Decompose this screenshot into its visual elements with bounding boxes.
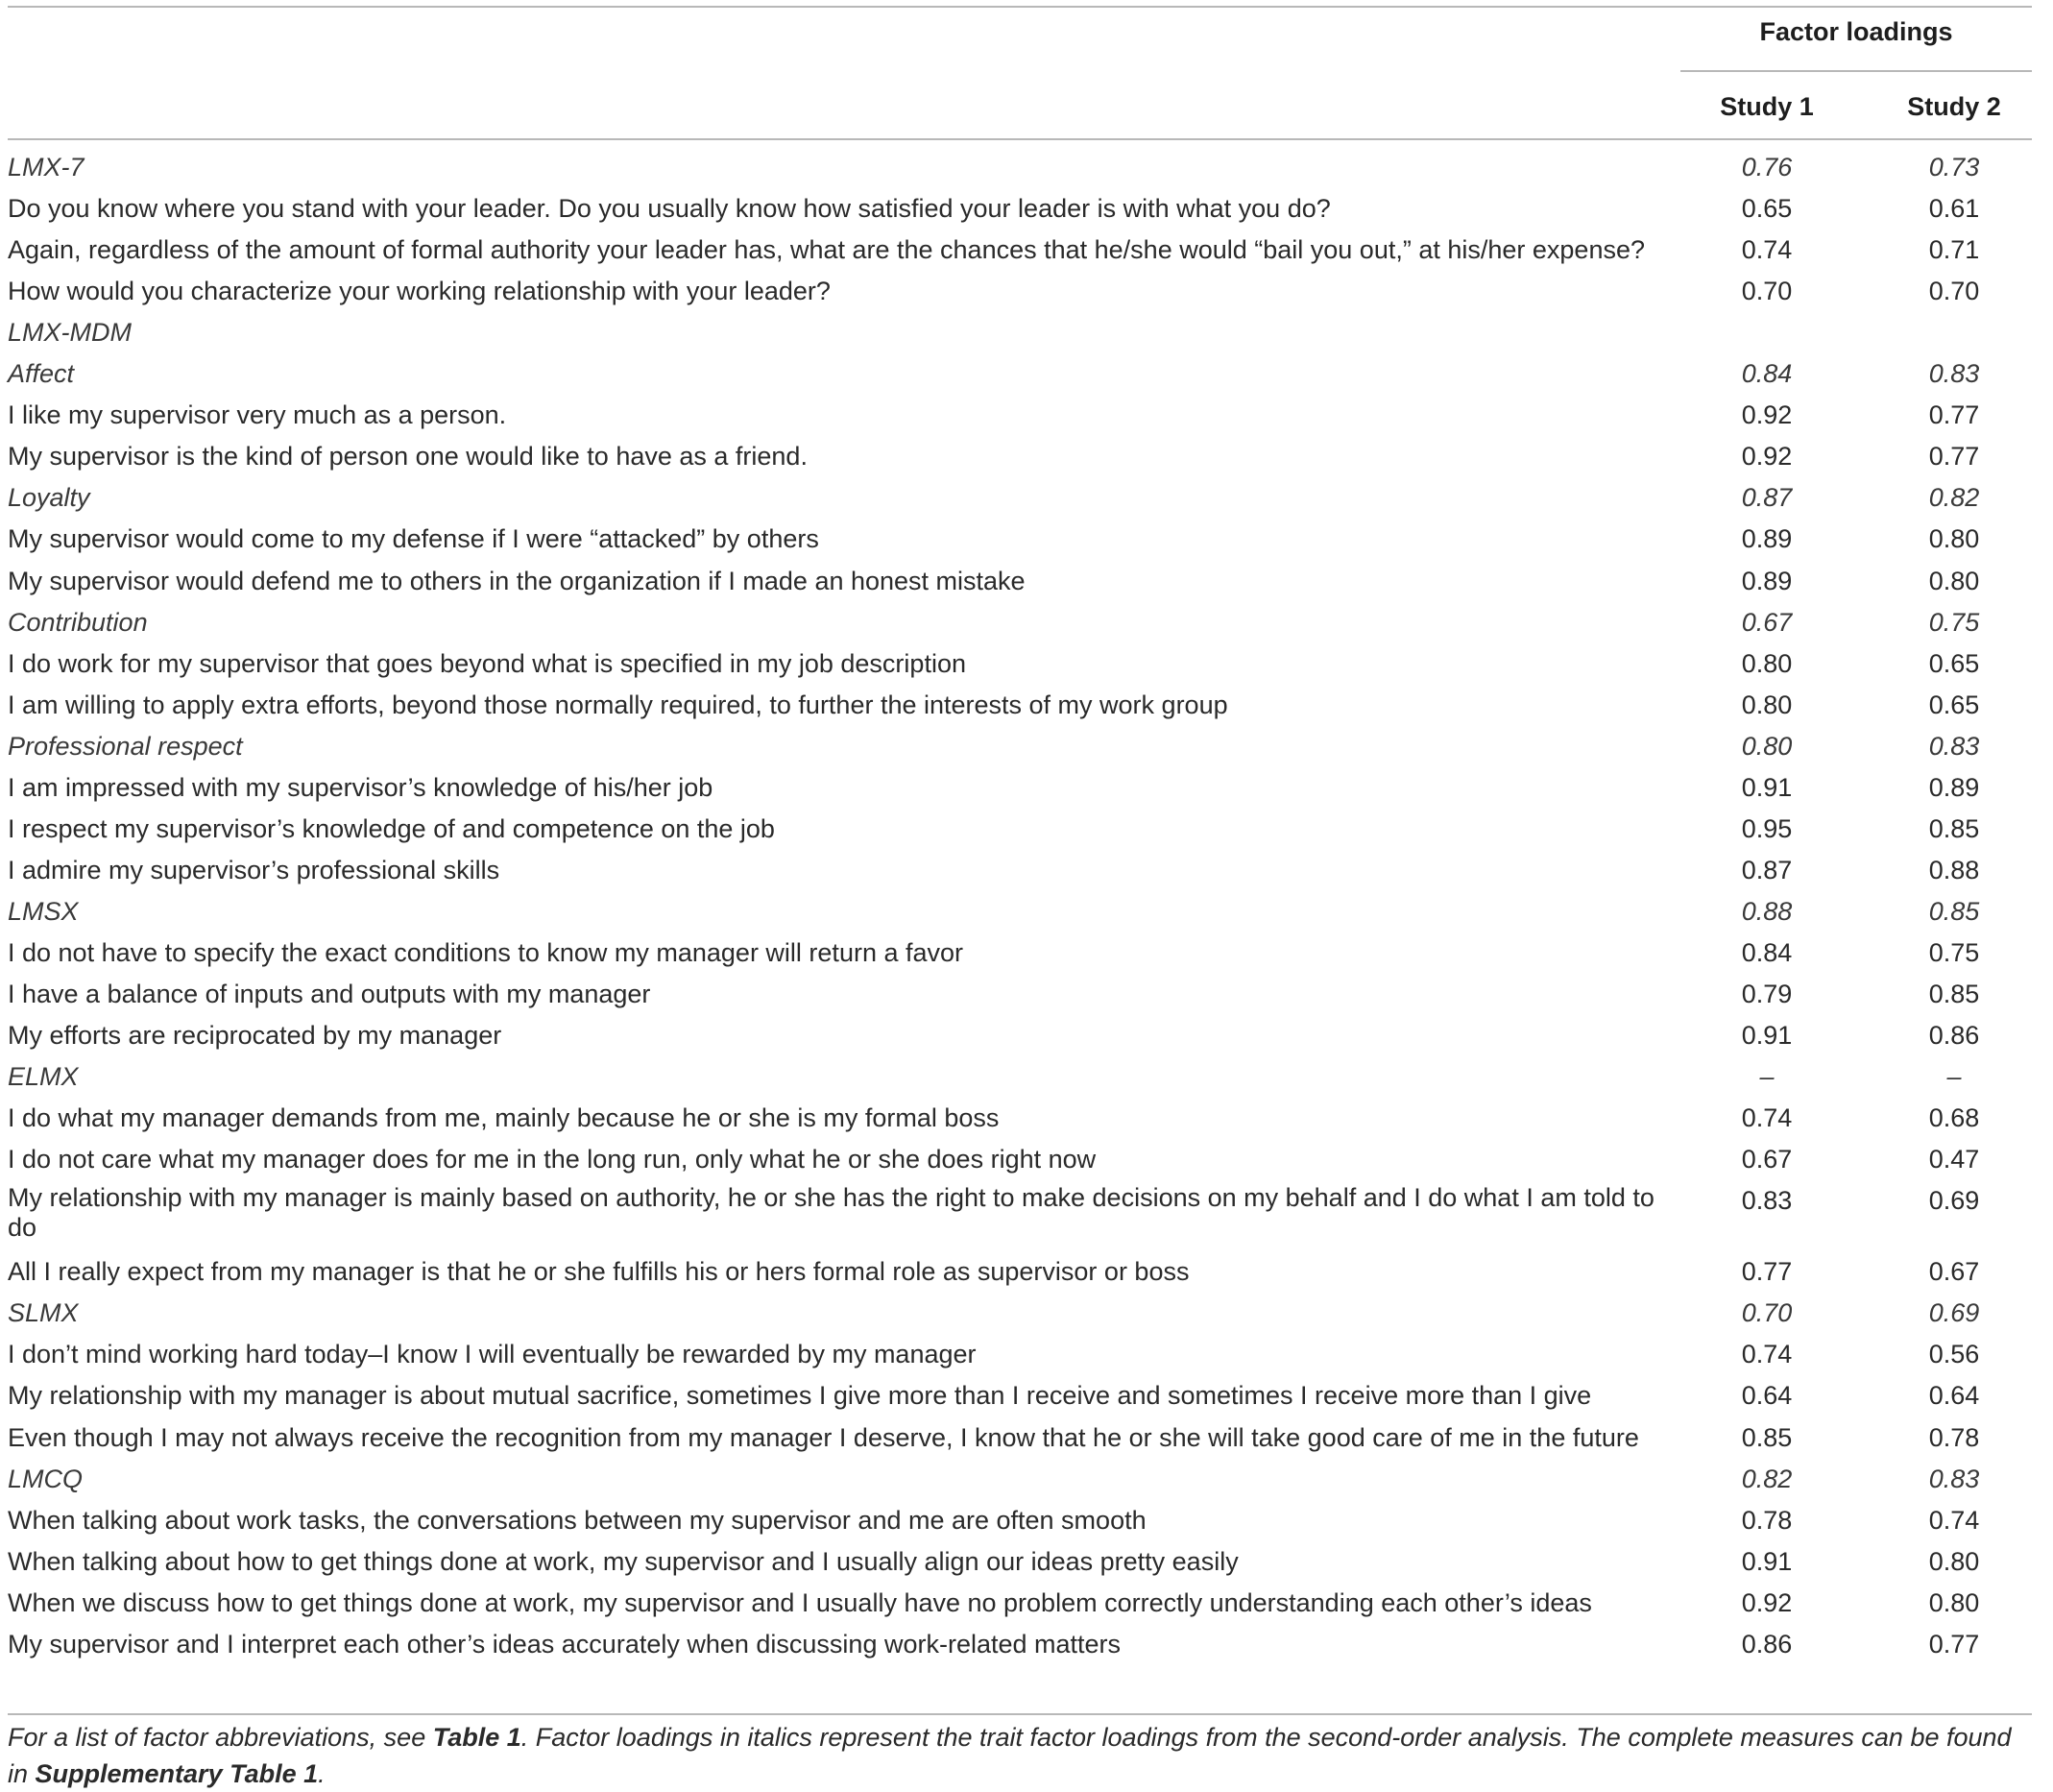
item-text: I don’t mind working hard today–I know I will eventually be rewarded by my manager (8, 1340, 977, 1369)
column-group-header: Factor loadings (1759, 17, 1953, 46)
study-1-loading: 0.64 (1741, 1381, 1793, 1411)
study-2-loading: 0.68 (1928, 1103, 1980, 1133)
study-2-loading: 0.85 (1928, 980, 1980, 1008)
item-text: I have a balance of inputs and outputs with my manager (8, 980, 651, 1008)
item-text: My relationship with my manager is mainly based on authority, he or she has the right to make decisions on my behalf and I do what I am told to do (8, 1183, 1654, 1243)
study-2-loading: 0.69 (1928, 1298, 1980, 1328)
item-text: My supervisor would come to my defense if I were “attacked” by others (8, 524, 819, 554)
study-1-loading: 0.67 (1741, 607, 1793, 637)
study-2-loading: 0.73 (1928, 153, 1980, 182)
table-bottom-rule (8, 1713, 2032, 1715)
study-2-loading: 0.77 (1928, 442, 1980, 472)
item-text: I do not have to specify the exact conditions to know my manager will return a favor (8, 937, 964, 967)
factor-label: Loyalty (8, 483, 90, 513)
study-1-loading: – (1759, 1062, 1775, 1092)
item-text: Again, regardless of the amount of formal authority your leader has, what are the chances that he/she would “bail you out,” at his/her expense? (8, 235, 1645, 265)
item-text: My relationship with my manager is about mutual sacrifice, sometimes I give more than I receive and sometimes I receive more than I give (8, 1381, 1592, 1411)
study-1-loading: 0.86 (1741, 1629, 1793, 1659)
footnote-text-2: . Factor loadings in italics represent the trait factor loadings from the second-order analysis. The complete measures can be found in (8, 1723, 2012, 1788)
study-2-loading: 0.75 (1928, 607, 1980, 637)
study-1-loading: 0.92 (1741, 1587, 1793, 1617)
factor-label: ELMX (8, 1062, 79, 1092)
study-1-loading: 0.87 (1741, 855, 1793, 884)
study-2-loading: 0.67 (1928, 1257, 1980, 1287)
study-1-loading: 0.85 (1741, 1422, 1793, 1452)
study-2-loading: 0.83 (1928, 359, 1980, 389)
factor-label: Contribution (8, 607, 148, 637)
item-text: I do work for my supervisor that goes beyond what is specified in my job description (8, 648, 966, 678)
study-2-loading: 0.86 (1928, 1021, 1980, 1051)
study-2-loading: 0.83 (1928, 1464, 1980, 1493)
footnote-text-1: For a list of factor abbreviations, see (8, 1723, 433, 1752)
study-2-loading: 0.88 (1928, 855, 1980, 884)
item-text: When talking about work tasks, the conversations between my supervisor and me are often smooth (8, 1505, 1147, 1535)
study-1-loading: 0.80 (1741, 731, 1793, 761)
study-1-loading: 0.87 (1741, 483, 1793, 513)
item-text: I do what my manager demands from me, mainly because he or she is my formal boss (8, 1103, 1000, 1133)
factor-label: LMCQ (8, 1464, 84, 1493)
study-2-loading: 0.71 (1928, 235, 1980, 265)
study-1-loading: 0.70 (1741, 1298, 1793, 1328)
study-2-loading: 0.82 (1928, 483, 1980, 513)
study-2-loading: 0.80 (1928, 1587, 1980, 1617)
study-2-loading: 0.64 (1928, 1381, 1980, 1411)
factor-label: LMX-7 (8, 153, 85, 182)
study-2-loading: 0.75 (1928, 937, 1980, 967)
study-1-loading: 0.84 (1741, 359, 1793, 389)
study-2-loading: 0.80 (1928, 566, 1980, 595)
study-2-loading: 0.85 (1928, 813, 1980, 843)
item-text: How would you characterize your working relationship with your leader? (8, 277, 831, 306)
factor-label: Professional respect (8, 731, 243, 761)
item-text: My efforts are reciprocated by my manager (8, 1021, 502, 1051)
study-1-loading: 0.67 (1741, 1145, 1793, 1174)
item-text: I do not care what my manager does for me in the long run, only what he or she does right now (8, 1145, 1097, 1174)
item-text: I am willing to apply extra efforts, beyond those normally required, to further the interests of my work group (8, 690, 1228, 719)
column-header-study-1: Study 1 (1720, 92, 1814, 121)
item-text: My supervisor would defend me to others in the organization if I made an honest mistake (8, 566, 1026, 595)
study-1-loading: 0.92 (1741, 442, 1793, 472)
factor-label: LMX-MDM (8, 318, 132, 348)
study-2-loading: 0.80 (1928, 524, 1980, 554)
item-text: My supervisor is the kind of person one would like to have as a friend. (8, 442, 808, 472)
table-footnote (8, 1719, 2034, 1792)
factor-label: SLMX (8, 1298, 79, 1328)
item-text: When talking about how to get things done at work, my supervisor and I usually align our ideas pretty easily (8, 1546, 1239, 1576)
study-2-loading: 0.69 (1928, 1186, 1980, 1216)
study-2-loading: 0.83 (1928, 731, 1980, 761)
footnote-table-ref: Table 1 (432, 1723, 521, 1752)
study-1-loading: 0.70 (1741, 277, 1793, 306)
study-1-loading: 0.74 (1741, 1103, 1793, 1133)
factor-label: LMSX (8, 896, 79, 926)
study-2-loading: 0.47 (1928, 1145, 1980, 1174)
study-1-loading: 0.95 (1741, 813, 1793, 843)
study-1-loading: 0.79 (1741, 980, 1793, 1008)
study-2-loading: 0.61 (1928, 194, 1980, 224)
study-2-loading: 0.70 (1928, 277, 1980, 306)
study-1-loading: 0.65 (1741, 194, 1793, 224)
study-2-loading: – (1946, 1062, 1962, 1092)
footnote-supplementary-ref: Supplementary Table 1 (35, 1759, 319, 1788)
study-2-loading: 0.78 (1928, 1422, 1980, 1452)
study-1-loading: 0.76 (1741, 153, 1793, 182)
study-1-loading: 0.88 (1741, 896, 1793, 926)
factor-label: Affect (8, 359, 75, 389)
study-2-loading: 0.89 (1928, 772, 1980, 802)
item-text: I respect my supervisor’s knowledge of and competence on the job (8, 813, 775, 843)
study-2-loading: 0.77 (1928, 1629, 1980, 1659)
study-2-loading: 0.56 (1928, 1340, 1980, 1369)
study-1-loading: 0.78 (1741, 1505, 1793, 1535)
study-2-loading: 0.85 (1928, 896, 1980, 926)
study-1-loading: 0.92 (1741, 400, 1793, 430)
study-1-loading: 0.77 (1741, 1257, 1793, 1287)
item-text: I am impressed with my supervisor’s knowledge of his/her job (8, 772, 713, 802)
study-1-loading: 0.80 (1741, 648, 1793, 678)
study-1-loading: 0.89 (1741, 524, 1793, 554)
study-2-loading: 0.77 (1928, 400, 1980, 430)
study-1-loading: 0.84 (1741, 937, 1793, 967)
study-1-loading: 0.91 (1741, 1021, 1793, 1051)
study-1-loading: 0.74 (1741, 1340, 1793, 1369)
item-text: I like my supervisor very much as a person. (8, 400, 507, 430)
study-1-loading: 0.91 (1741, 772, 1793, 802)
study-2-loading: 0.65 (1928, 690, 1980, 719)
study-1-loading: 0.80 (1741, 690, 1793, 719)
study-2-loading: 0.74 (1928, 1505, 1980, 1535)
item-text: All I really expect from my manager is that he or she fulfills his or hers formal role as supervisor or boss (8, 1257, 1190, 1287)
item-text: My supervisor and I interpret each other’s ideas accurately when discussing work-related matters (8, 1629, 1122, 1659)
study-1-loading: 0.74 (1741, 235, 1793, 265)
study-2-loading: 0.80 (1928, 1546, 1980, 1576)
study-1-loading: 0.83 (1741, 1186, 1793, 1216)
study-1-loading: 0.82 (1741, 1464, 1793, 1493)
item-text: Even though I may not always receive the recognition from my manager I deserve, I know that he or she will take good care of me in the future (8, 1422, 1639, 1452)
study-1-loading: 0.91 (1741, 1546, 1793, 1576)
study-2-loading: 0.65 (1928, 648, 1980, 678)
footnote-text-3: . (318, 1759, 326, 1788)
item-text: When we discuss how to get things done at work, my supervisor and I usually have no problem correctly understanding each other’s ideas (8, 1587, 1592, 1617)
item-text: Do you know where you stand with your leader. Do you usually know how satisfied your leader is with what you do? (8, 194, 1331, 224)
column-header-study-2: Study 2 (1907, 92, 2001, 121)
item-text: I admire my supervisor’s professional skills (8, 855, 500, 884)
study-1-loading: 0.89 (1741, 566, 1793, 595)
